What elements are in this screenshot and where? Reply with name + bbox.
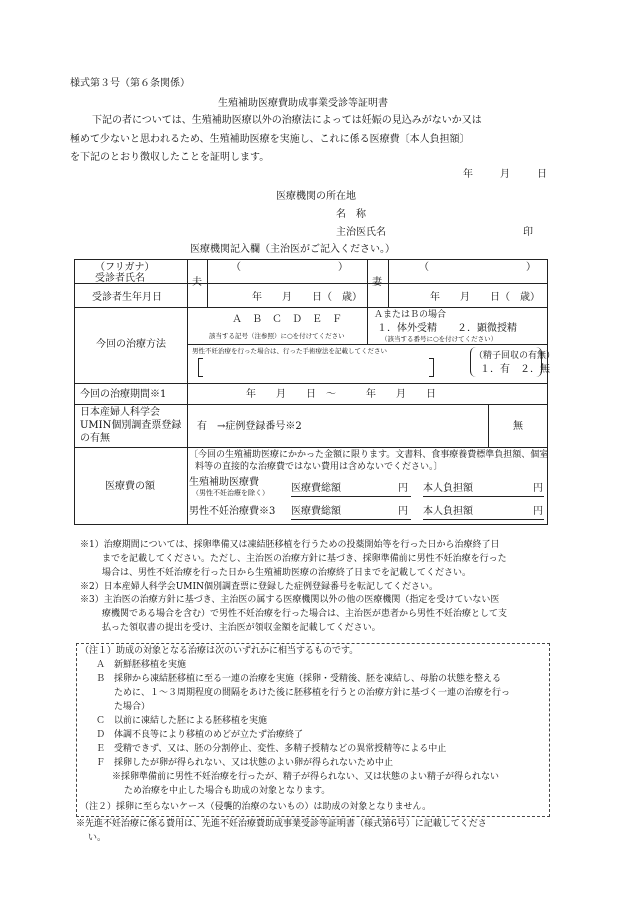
- address-label: 医療機関の所在地: [276, 191, 356, 202]
- patient-name-label: 受診者氏名: [95, 273, 145, 284]
- footnote-3-line-1: ※3）主治医の治療方針に基づき、主治医の属する医療機関以外の他の医療機関（指定を受けていない医: [80, 595, 500, 605]
- sperm-retrieval-label: （精子回収の有無）: [474, 351, 556, 361]
- note-b-line-2: ために、１〜３周期程度の間隔をあけた後に胚移植を行うとの治療方針に基づく一連の治療を行っ: [114, 688, 511, 698]
- furigana-label: （フリガナ）: [95, 262, 155, 273]
- document-title: 生殖補助医療費助成事業受診等証明書: [218, 98, 388, 109]
- art-self-yen: 円: [533, 483, 543, 494]
- wife-label: 妻: [372, 277, 382, 288]
- date-month: 月: [500, 169, 510, 180]
- male-total-label: 医療費総額: [291, 506, 341, 517]
- wife-paren-close: ）: [526, 262, 536, 273]
- husband-paren-open: （: [231, 262, 241, 273]
- footnote-1-line-2: までを記載してください。ただし、主治医の治療方針に基づき、採卵準備前に男性不妊治療を行った: [102, 554, 507, 564]
- date-year: 年: [463, 169, 473, 180]
- treatment-codes[interactable]: Ａ Ｂ Ｃ Ｄ Ｅ Ｆ: [232, 314, 342, 325]
- doctor-name-label: 主治医氏名: [336, 227, 386, 238]
- ab-case-label: ＡまたはＢの場合: [374, 310, 447, 320]
- intro-line-3: を下記のとおり徴収したことを証明します。: [70, 152, 270, 163]
- wife-dob-field[interactable]: 年 月 日（ 歳）: [430, 292, 540, 303]
- note-f: Ｆ 採卵したが卵が得られない、又は状態のよい卵が得られないため中止: [96, 758, 394, 768]
- dob-label: 受診者生年月日: [92, 292, 162, 303]
- name-label: 名 称: [336, 209, 366, 220]
- section-heading: 医療機関記入欄（主治医がご記入ください。）: [190, 244, 395, 255]
- cost-note-2: 料等の直接的な治療費ではない費用は含めないでください。〕: [195, 462, 443, 472]
- registry-label-1: 日本産婦人科学会: [80, 407, 160, 418]
- seal-mark: 印: [523, 227, 533, 238]
- male-self-yen: 円: [533, 506, 543, 517]
- husband-dob-field[interactable]: 年 月 日（ 歳）: [252, 292, 362, 303]
- husband-label: 夫: [192, 277, 202, 288]
- male-total-yen: 円: [398, 506, 408, 517]
- cost-note-1: 〔今回の生殖補助医療にかかった金額に限ります。文書料、食事療養費標準負担額、個室: [189, 450, 549, 460]
- note-e: Ｅ 受精できず、又は、胚の分割停止、変性、多精子授精などの異常授精等による中止: [96, 744, 447, 754]
- note-b-line-1: Ｂ 採卵から凍結胚移植に至る一連の治療を実施（採卵・受精後、胚を凍結し、母胎の状態を整える: [96, 674, 502, 684]
- final-note-line-2: い。: [88, 833, 107, 843]
- form-number: 様式第３号（第６条関係）: [70, 78, 190, 89]
- art-self-label: 本人負担額: [423, 483, 473, 494]
- wife-paren-open: （: [419, 262, 429, 273]
- male-treatment-note: 男性不妊治療を行った場合は、行った手術療法を記載してください: [192, 347, 387, 355]
- cost-label: 医療費の額: [105, 481, 155, 492]
- note-b-line-3: た場合）: [114, 702, 151, 712]
- husband-paren-close: ）: [338, 262, 348, 273]
- treatment-codes-note: 該当する記号（注参照）に○を付けてください: [209, 332, 345, 340]
- male-treatment-field[interactable]: [198, 358, 434, 377]
- male-cost-label: 男性不妊治療費※3: [189, 506, 276, 517]
- treatment-period-field[interactable]: 年 月 日 〜 年 月 日: [246, 389, 436, 400]
- intro-line-1: 下記の者については、生殖補助医療以外の治療法によっては妊娠の見込みがないか又は: [92, 115, 482, 126]
- registry-no-option[interactable]: 無: [513, 421, 523, 432]
- note-d: Ｄ 体調不良等により移植のめどが立たず治療終了: [96, 730, 304, 740]
- note-c: Ｃ 以前に凍結した胚による胚移植を実施: [96, 716, 268, 726]
- registry-label-2: UMIN個別調査票登録: [80, 420, 182, 431]
- treatment-period-label: 今回の治療期間※1: [80, 389, 167, 400]
- registry-label-3: の有無: [80, 433, 110, 444]
- note-2: （注２）採卵に至らないケース（侵襲的治療のないもの）は助成の対象となりません。: [80, 802, 432, 812]
- sperm-retrieval-options[interactable]: １．有 ２．無: [480, 364, 550, 375]
- intro-line-2: 極めて少ないと思われるため、生殖補助医療を実施し、これに係る医療費〔本人負担額〕: [70, 134, 470, 145]
- ab-options-note: （該当する番号に○を付けてください）: [381, 335, 498, 343]
- note-a: Ａ 新鮮胚移植を実施: [96, 660, 187, 670]
- date-day: 日: [537, 169, 547, 180]
- ab-options[interactable]: １．体外受精 ２．顕微授精: [377, 323, 517, 334]
- footnote-3-line-2: 療機関である場合を含む）で男性不妊治療を行った場合は、主治医が患者から男性不妊治療として支: [102, 609, 508, 619]
- art-total-label: 医療費総額: [291, 483, 341, 494]
- art-total-yen: 円: [398, 483, 408, 494]
- footnote-2: ※2）日本産婦人科学会UMIN個別調査票に登録した症例登録番号を転記してください。: [80, 582, 438, 592]
- footnote-1-line-1: ※1）治療期間については、採卵準備又は凍結胚移植を行うための投薬開始等を行った日から治療終了日: [80, 540, 500, 550]
- art-cost-label: 生殖補助医療費: [189, 477, 259, 488]
- treatment-label: 今回の治療方法: [96, 339, 166, 350]
- art-cost-note: （男性不妊治療を除く）: [192, 489, 269, 497]
- final-note-line-1: ※先進不妊治療に係る費用は、先進不妊治療費助成事業受診等証明書（様式第6号）に記載してくださ: [76, 819, 487, 829]
- note-f-sub-2: ため治療を中止した場合も助成の対象となります。: [124, 786, 331, 796]
- male-self-label: 本人負担額: [423, 506, 473, 517]
- footnote-1-line-3: 場合は、男性不妊治療を行った日から生殖補助医療の治療終了日までを記載してください。: [102, 568, 472, 578]
- footnote-3-line-3: 払った領収書の提出を受け、主治医が領収金額を記載してください。: [102, 623, 381, 633]
- note-1-heading: （注１）助成の対象となる治療は次のいずれかに相当するものです。: [80, 646, 359, 656]
- registry-yes-option[interactable]: 有 →症例登録番号※2: [197, 421, 302, 432]
- note-f-sub-1: ※採卵準備前に男性不妊治療を行ったが、精子が得られない、又は状態のよい精子が得られない: [112, 772, 500, 782]
